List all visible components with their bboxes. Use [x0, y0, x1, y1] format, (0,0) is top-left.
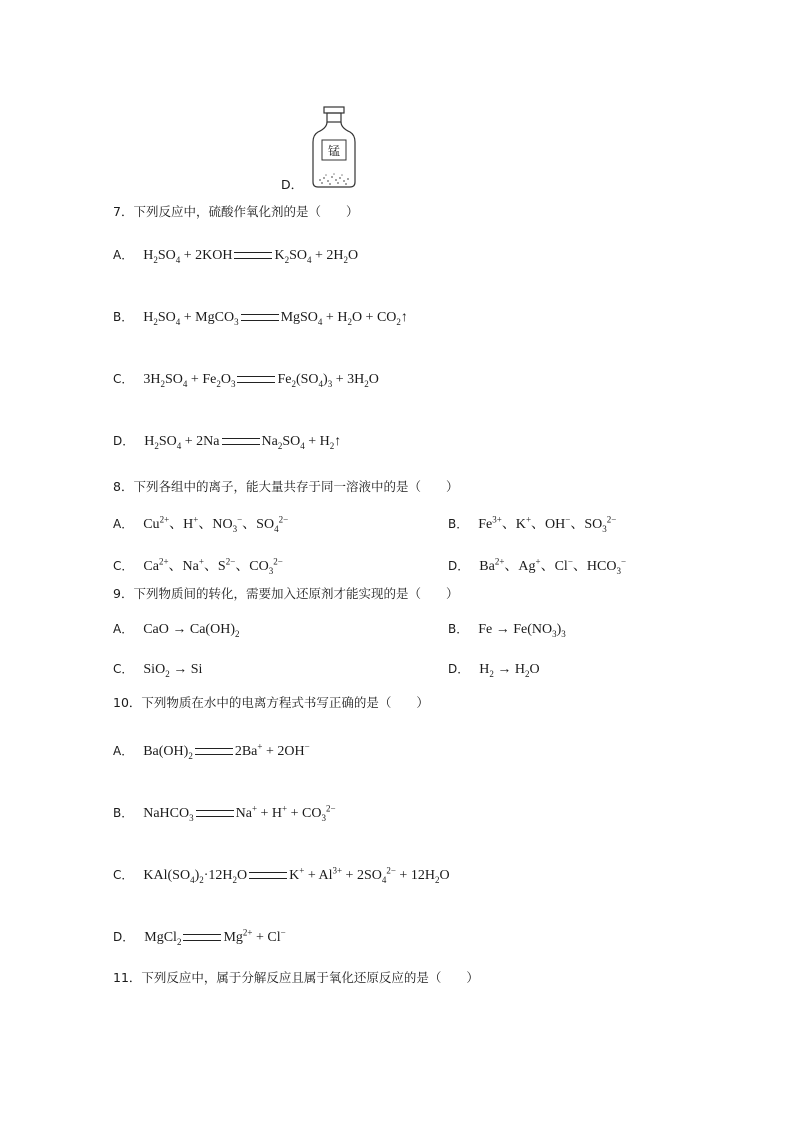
reagent-bottle-icon — [310, 106, 358, 188]
option-label: B． — [448, 516, 469, 531]
equation: $KAl(SO_4)_2\cdot 12H_2O$ $K^+ + Al^{3+} + 2SO_4^{2-} + 12H_2O$ — [143, 865, 450, 885]
equals-sign-icon — [237, 376, 275, 383]
equals-sign-icon — [183, 934, 221, 941]
q10-option-b[interactable] — [113, 799, 336, 826]
option-label: A． — [113, 516, 134, 531]
option-label: C． — [113, 662, 134, 676]
equals-sign-icon — [234, 252, 272, 259]
q7-stem: 7．下列反应中，硫酸作氧化剂的是（ ） — [113, 204, 359, 219]
conversion: CaO → $Ca(OH)_2$ — [143, 622, 240, 639]
ion-list: $Ba^{2+}$、Ag+、Cl−、$HCO_3^-$ — [479, 556, 627, 576]
option-label: D． — [113, 434, 135, 448]
q7-option-d[interactable] — [113, 432, 341, 455]
q9-option-c[interactable] — [113, 660, 202, 683]
q10-option-d[interactable] — [113, 923, 286, 950]
option-label: D． — [448, 662, 470, 676]
equation: $Ba(OH)_2$ 2Ba+ + 2OH− — [143, 741, 310, 761]
option-label: B． — [113, 805, 134, 820]
q6-option-d-label[interactable]: D． — [281, 177, 304, 192]
option-label: A． — [113, 248, 134, 262]
q9-option-d[interactable] — [448, 660, 540, 683]
option-label: C． — [113, 372, 134, 386]
q7-option-b[interactable] — [113, 308, 408, 331]
ion-list: $Fe^{3+}$、K+、OH−、$SO_3^{2-}$ — [478, 514, 617, 534]
q9-option-a[interactable] — [113, 620, 239, 643]
q9-stem: 9．下列物质间的转化，需要加入还原剂才能实现的是（ ） — [113, 586, 459, 601]
equation: NaHCO$_3$ $Na^+ + H^+ + CO_3^{2-}$ — [143, 803, 336, 823]
equation: $H_2SO_4 + 2Na$ $Na_2SO_4$ + $H_2↑$ — [144, 434, 342, 451]
q8-option-c[interactable] — [113, 552, 283, 579]
bottle-label: 锰 — [327, 144, 341, 158]
q10-option-a[interactable] — [113, 737, 310, 764]
option-label: C． — [113, 867, 134, 882]
option-label: D． — [113, 929, 135, 944]
option-label: B． — [448, 622, 469, 636]
q11-stem: 11．下列反应中，属于分解反应且属于氧化还原反应的是（ ） — [113, 970, 479, 985]
q8-option-d[interactable] — [448, 552, 626, 579]
equals-sign-icon — [196, 810, 234, 817]
option-label: A． — [113, 622, 134, 636]
option-label: C． — [113, 558, 134, 573]
conversion: $H_2 \to H_2O$ — [479, 662, 540, 679]
q10-option-c[interactable] — [113, 861, 450, 888]
option-label: B． — [113, 310, 134, 324]
equation: $H_2SO_4$ + MgCO$_3$ MgSO$_4$ + $H_2O$ + $CO_2↑$ — [143, 310, 408, 327]
equation: MgCl$_2$ $Mg^{2+} + Cl^-$ — [144, 927, 286, 947]
q10-stem: 10．下列物质在水中的电离方程式书写正确的是（ ） — [113, 695, 429, 710]
equation: $3H_2SO_4 + Fe_2O_3$ $Fe_2(SO_4)_3 + 3H_2O$ — [143, 372, 379, 389]
equals-sign-icon — [195, 748, 233, 755]
ion-list: $Ca^{2+}$、Na+、$S^{2-}$、$CO_3^{2-}$ — [143, 556, 283, 576]
equation: $H_2SO_4 + 2KOH$ $K_2SO_4 + 2H_2O$ — [143, 248, 359, 265]
conversion: $Fe \to Fe(NO_3)_3$ — [478, 622, 566, 639]
q8-option-b[interactable] — [448, 510, 616, 537]
equals-sign-icon — [249, 872, 287, 879]
q8-option-a[interactable] — [113, 510, 288, 537]
q7-option-c[interactable] — [113, 370, 379, 393]
q9-option-b[interactable] — [448, 620, 566, 643]
q7-option-a[interactable] — [113, 246, 358, 269]
option-label: D． — [448, 558, 470, 573]
ion-list: $Cu^{2+}$、H+、$NO_3^-$、$SO_4^{2-}$ — [143, 514, 289, 534]
option-label: A． — [113, 743, 134, 758]
q8-stem: 8．下列各组中的离子，能大量共存于同一溶液中的是（ ） — [113, 479, 459, 494]
equals-sign-icon — [222, 438, 260, 445]
equals-sign-icon — [241, 314, 279, 321]
conversion: SiO$_2$ → Si — [143, 662, 203, 679]
